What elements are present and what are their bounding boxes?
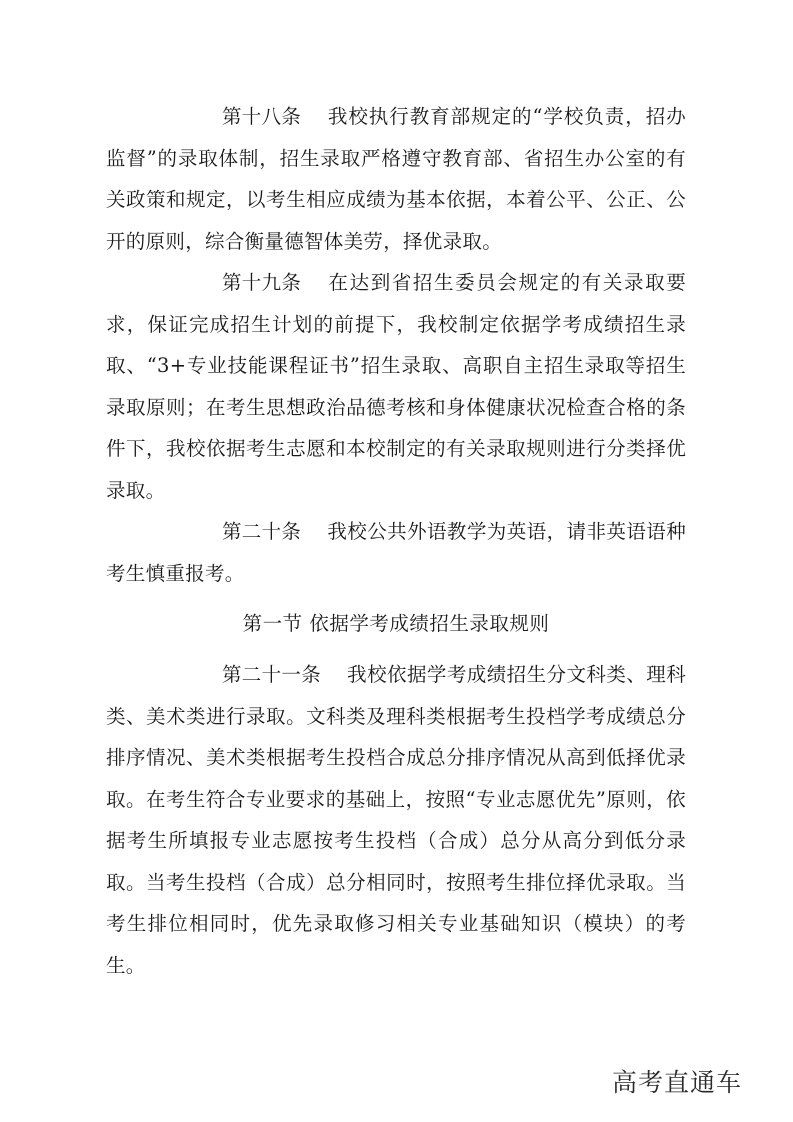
article-number: 第十八条 [222,105,302,128]
article-19 [106,262,686,511]
article-text: 在达到省招生委员会规定的有关录取要求，保证完成招生计划的前提下，我校制定依据学考成绩招生录取、“3+专业技能课程证书”招生录取、高职自主招生录取等招生录取原则；在考生思想政治品德考核和身体健康状况检查合格的条件下，我校依据考生志愿和本校制定的有关录取规则进行分类择优录取。 [106,271,686,502]
article-number: 第十九条 [222,271,302,294]
article-number: 第二十条 [222,520,302,543]
article-18 [106,96,686,262]
article-20 [106,511,686,594]
article-text: 我校依据学考成绩招生分文科类、理科类、美术类进行录取。文科类及理科类根据考生投档学考成绩总分排序情况、美术类根据考生投档合成总分排序情况从高到低择优录取。在考生符合专业要求的基础上，按照“专业志愿优先”原则，依据考生所填报专业志愿按考生投档（合成）总分从高分到低分录取。当考生投档（合成）总分相同时，按照考生排位择优录取。当考生排位相同时，优先录取修习相关专业基础知识（模块）的考生。 [106,663,686,977]
document-page [106,96,686,986]
article-text: 我校执行教育部规定的“学校负责，招办监督”的录取体制，招生录取严格遵守教育部、省招生办公室的有关政策和规定，以考生相应成绩为基本依据，本着公平、公正、公开的原则，综合衡量德智体美劳，择优录取。 [106,105,686,253]
article-text: 我校公共外语教学为英语，请非英语语种考生慎重报考。 [106,520,686,585]
article-21 [106,654,686,986]
section-title: 第一节 依据学考成绩招生录取规则 [242,612,550,635]
article-number: 第二十一条 [222,663,322,686]
watermark-text: 高考直通车 [612,1068,743,1097]
